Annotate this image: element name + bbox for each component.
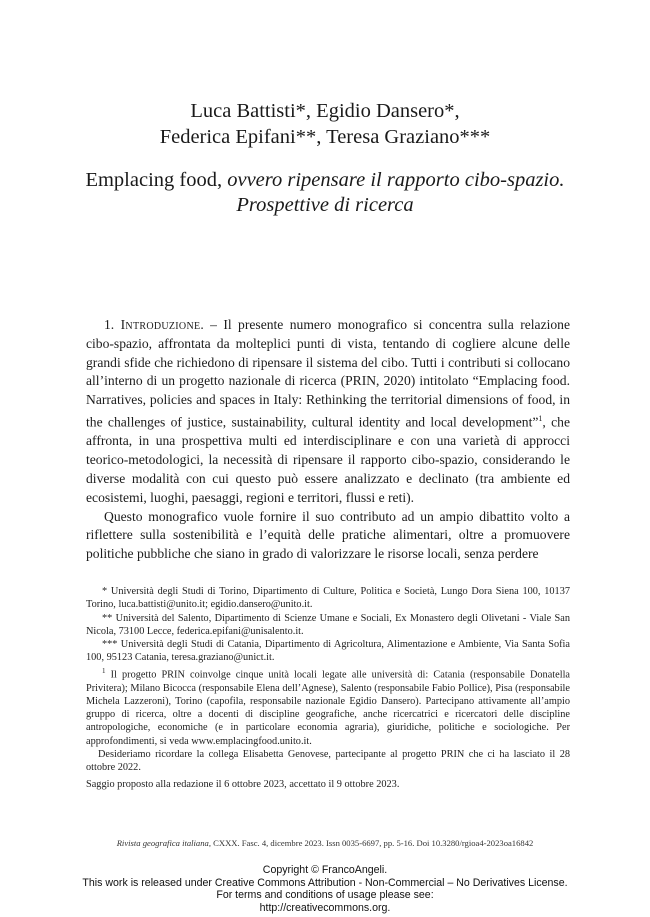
journal-name: Rivista geografica italiana	[116, 838, 209, 848]
body-text	[86, 316, 570, 564]
affiliation-note-2: ** Università del Salento, Dipartimento di Scienze Umane e Sociali, Ex Monastero degli Olivetani - Viale San Nicola, 73100 Lecce, federica.epifani@unisalento.it.	[86, 612, 570, 637]
journal-details: , CXXX. Fasc. 4, dicembre 2023. Issn 0035-6697, pp. 5-16. Doi 10.3280/rgioa4-2023oa16842	[208, 838, 534, 848]
copyright-notice	[0, 864, 650, 914]
footnote-ref-1[interactable]: 1	[538, 413, 543, 423]
paragraph-2: Questo monografico vuole fornire il suo contributo ad un ampio dibattito volto a riflettere sulla sostenibilità e l’equità delle pratiche alimentari, oltre a promuovere politiche pubbliche che siano in grado di valorizzare le risorse locali, senza perdere	[86, 508, 570, 562]
copyright-line-1: Copyright © FrancoAngeli.	[262, 864, 388, 876]
license-link[interactable]: http://creativecommons.org.	[259, 901, 391, 914]
title-subtitle: Prospettive di ricerca	[236, 194, 414, 216]
footnotes	[86, 585, 570, 791]
affiliation-note-1: * Università degli Studi di Torino, Dipartimento di Culture, Politica e Società, Lungo Dora Siena 100, 10137 Torino, luca.battisti@unito.it; egidio.dansero@unito.it.	[86, 586, 570, 611]
title-line-1	[0, 168, 650, 193]
affiliation-note-3: *** Università degli Studi di Catania, Dipartimento di Agricoltura, Alimentazione e Ambiente, Via Santa Sofia 100, 95123 Catania, teresa.graziano@unict.it.	[86, 639, 570, 664]
submission-note: Saggio proposto alla redazione il 6 ottobre 2023, accettato il 9 ottobre 2023.	[86, 778, 400, 790]
journal-citation	[0, 838, 650, 849]
authors-line-1: Luca Battisti*, Egidio Dansero*,	[190, 100, 460, 122]
paragraph-1-rest: , che affronta, in una prospettiva multi ed interdisciplinare e con una varietà di approcci teorico-metodologici, la necessità di ripensare il rapporto cibo-spazio, considerando le diverse modalità con cui questo può essere analizzato e declinato (tra ambiente ed ecosistemi, luoghi, paesaggi, regioni e territori, flussi e reti).	[86, 414, 570, 505]
footnote-1-text: Il progetto PRIN coinvolge cinque unità locali legate alle università di: Catania (responsabile Donatella Privitera); Milano Bicocca (responsabile Elena dell’Agnese), Salento (responsabile Fabio Pollice), Pisa (responsabile Michela Lazzeroni), Torino (capofila, responsabile nazionale Egidio Dansero). Partecipano attivamente all’ampio gruppo di ricerca, oltre a docenti di discipline geografiche, anche ricercatrici e ricercatori delle discipline antropologiche, economiche (e in particolare economia agraria), giuridiche, politiche e sociologiche. Per approfondimenti, si veda www.emplacingfood.unito.it.	[86, 669, 570, 747]
footnote-1	[86, 665, 570, 748]
section-number: 1.	[104, 317, 121, 332]
title-line-2	[0, 193, 650, 218]
paragraph-1-text: . – Il presente numero monografico si concentra sulla relazione cibo-spazio, affrontata da molteplici punti di vista, tentando di cogliere alcune delle grandi sfide che richiedono di ripensare il sistema del cibo. Tutti i contributi si collocano all’interno di un progetto nazionale di ricerca (PRIN, 2020) intitolato “Emplacing food. Narratives, policies and spaces in Italy: Rethinking the territorial dimensions of food, in the challenges of justice, sustainability, cultural identity and local development”	[86, 317, 571, 430]
title-roman-part: Emplacing food,	[85, 169, 228, 191]
paragraph-1	[86, 316, 570, 508]
terms-line: For terms and conditions of usage please see:	[216, 889, 434, 901]
authors-line-2: Federica Epifani**, Teresa Graziano***	[159, 126, 491, 148]
article-title	[0, 168, 650, 218]
section-heading: Introduzione	[120, 317, 201, 332]
footnote-1-marker: 1	[102, 666, 106, 675]
title-italic-part: ovvero ripensare il rapporto cibo-spazio.	[227, 169, 565, 191]
acknowledgement-note: Desideriamo ricordare la collega Elisabetta Genovese, partecipante al progetto PRIN che ci ha lasciato il 28 ottobre 2022.	[86, 748, 570, 774]
license-line: This work is released under Creative Commons Attribution - Non-Commercial – No Derivatives License.	[82, 876, 568, 889]
author-list	[0, 98, 650, 150]
